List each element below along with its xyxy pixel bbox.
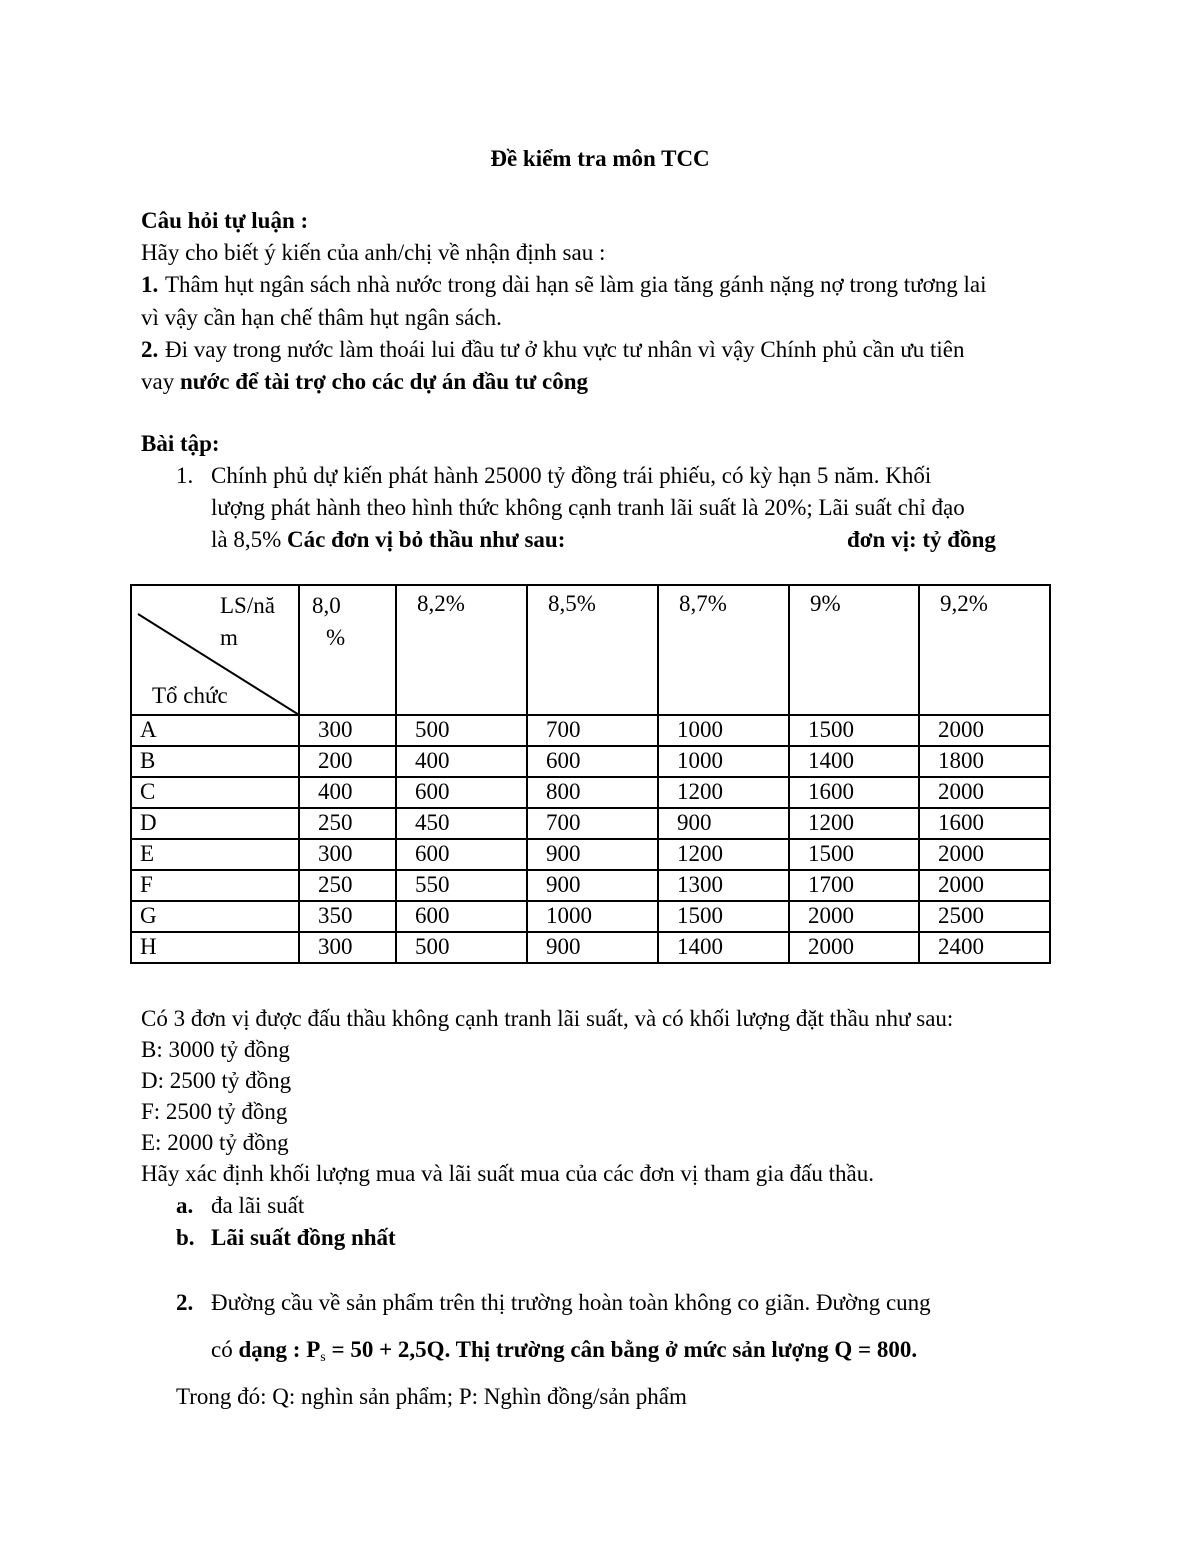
option-a-label: a. bbox=[176, 1193, 194, 1218]
rate-header-cell: 9% bbox=[789, 585, 919, 715]
bid-value-cell: 250 bbox=[299, 870, 396, 901]
rate-header-cell: 8,7% bbox=[658, 585, 789, 715]
essay-q2-line2 bbox=[141, 366, 588, 398]
essay-q2-line2-plain: vay bbox=[141, 369, 180, 394]
org-cell: D bbox=[131, 808, 299, 839]
bid-value-cell: 1600 bbox=[919, 808, 1050, 839]
noncomp-intro: Có 3 đơn vị được đấu thầu không cạnh tranh lãi suất, và có khối lượng đặt thầu như sau: bbox=[141, 1006, 954, 1031]
rate-axis-label bbox=[220, 590, 275, 654]
bid-value-cell: 1500 bbox=[789, 839, 919, 870]
bid-value-cell: 2000 bbox=[919, 839, 1050, 870]
table-row bbox=[131, 746, 1050, 777]
exercise-p1-line2: lượng phát hành theo hình thức không cạnh tranh lãi suất là 20%; Lãi suất chỉ đạo bbox=[211, 495, 965, 520]
essay-q2-line1: Đi vay trong nước làm thoái lui đầu tư ở khu vực tư nhân vì vậy Chính phủ cần ưu tiên bbox=[165, 337, 965, 362]
bid-value-cell: 1000 bbox=[527, 901, 658, 932]
unit-label: đơn vị: tỷ đồng bbox=[847, 527, 996, 552]
exercise-p1-line3-bold: Các đơn vị bỏ thầu như sau: bbox=[287, 527, 566, 552]
bid-value-cell: 1700 bbox=[789, 870, 919, 901]
bid-value-cell: 2000 bbox=[789, 901, 919, 932]
bid-value-cell: 900 bbox=[658, 808, 789, 839]
rate-header-0-line2: % bbox=[326, 625, 346, 650]
org-cell: B bbox=[131, 746, 299, 777]
table-header-row bbox=[131, 585, 1050, 715]
org-cell: A bbox=[131, 715, 299, 746]
bid-value-cell: 2000 bbox=[789, 932, 919, 963]
option-a-text: đa lãi suất bbox=[211, 1193, 305, 1218]
bid-value-cell: 600 bbox=[396, 839, 527, 870]
rate-header-cell: 8,5% bbox=[527, 585, 658, 715]
rate-header-0-line1: 8,0 bbox=[312, 593, 341, 618]
corner-header-cell bbox=[131, 585, 299, 715]
bid-value-cell: 2400 bbox=[919, 932, 1050, 963]
bid-value-cell: 2000 bbox=[919, 777, 1050, 808]
bid-value-cell: 1300 bbox=[658, 870, 789, 901]
table-row bbox=[131, 808, 1050, 839]
document-title: Đề kiểm tra môn TCC bbox=[490, 146, 710, 171]
rate-header-cell: 8,2% bbox=[396, 585, 527, 715]
bid-value-cell: 700 bbox=[527, 715, 658, 746]
bid-value-cell: 500 bbox=[396, 932, 527, 963]
org-cell: F bbox=[131, 870, 299, 901]
essay-heading: Câu hỏi tự luận : bbox=[141, 208, 309, 233]
table-row bbox=[131, 777, 1050, 808]
org-cell: G bbox=[131, 901, 299, 932]
essay-q2-line2-bold: nước để tài trợ cho các dự án đầu tư công bbox=[179, 369, 589, 394]
bid-value-cell: 450 bbox=[396, 808, 527, 839]
table-body bbox=[131, 715, 1050, 963]
bid-value-cell: 1800 bbox=[919, 746, 1050, 777]
table-row bbox=[131, 715, 1050, 746]
bid-value-cell: 2500 bbox=[919, 901, 1050, 932]
bid-value-cell: 1000 bbox=[658, 715, 789, 746]
bid-value-cell: 300 bbox=[299, 839, 396, 870]
bid-value-cell: 1400 bbox=[658, 932, 789, 963]
bid-value-cell: 500 bbox=[396, 715, 527, 746]
essay-q1-number: 1. bbox=[141, 272, 159, 297]
table-row bbox=[131, 932, 1050, 963]
bid-value-cell: 1200 bbox=[658, 777, 789, 808]
bid-value-cell: 350 bbox=[299, 901, 396, 932]
bid-value-cell: 400 bbox=[299, 777, 396, 808]
problem2-line1: Đường cầu về sản phẩm trên thị trường hoàn toàn không co giãn. Đường cung bbox=[211, 1290, 931, 1315]
problem2-line2 bbox=[211, 1334, 917, 1374]
bid-value-cell: 400 bbox=[396, 746, 527, 777]
table-row bbox=[131, 839, 1050, 870]
org-cell: E bbox=[131, 839, 299, 870]
bid-value-cell: 1600 bbox=[789, 777, 919, 808]
bid-value-cell: 900 bbox=[527, 839, 658, 870]
bid-value-cell: 2000 bbox=[919, 715, 1050, 746]
org-cell: H bbox=[131, 932, 299, 963]
table-row bbox=[131, 901, 1050, 932]
problem2-line2-subscript: s bbox=[320, 1350, 326, 1365]
problem2-line3: Trong đó: Q: nghìn sản phẩm; P: Nghìn đồng/sản phẩm bbox=[176, 1384, 687, 1409]
option-b-label: b. bbox=[176, 1225, 195, 1250]
essay-q1-line1: Thâm hụt ngân sách nhà nước trong dài hạn sẽ làm gia tăng gánh nặng nợ trong tương lai bbox=[165, 272, 987, 297]
table-row bbox=[131, 870, 1050, 901]
essay-q2-number: 2. bbox=[141, 337, 159, 362]
noncomp-item: B: 3000 tỷ đồng bbox=[141, 1037, 290, 1062]
bid-value-cell: 900 bbox=[527, 932, 658, 963]
bid-value-cell: 300 bbox=[299, 932, 396, 963]
bid-value-cell: 300 bbox=[299, 715, 396, 746]
bid-table bbox=[130, 584, 1051, 964]
bid-value-cell: 600 bbox=[396, 777, 527, 808]
bid-value-cell: 700 bbox=[527, 808, 658, 839]
rate-axis-label-line2: m bbox=[220, 625, 238, 650]
bid-value-cell: 1200 bbox=[789, 808, 919, 839]
problem2-line2-bold-b: = 50 + 2,5Q. Thị trường cân bằng ở mức sản lượng Q = 800. bbox=[325, 1337, 918, 1362]
problem2-number: 2. bbox=[176, 1290, 194, 1315]
exercise-p1-line1: Chính phủ dự kiến phát hành 25000 tỷ đồng trái phiếu, có kỳ hạn 5 năm. Khối bbox=[211, 463, 932, 488]
noncomp-item: F: 2500 tỷ đồng bbox=[141, 1099, 288, 1124]
bid-value-cell: 250 bbox=[299, 808, 396, 839]
bid-value-cell: 1500 bbox=[789, 715, 919, 746]
bid-value-cell: 1000 bbox=[658, 746, 789, 777]
problem2-line2-plain: có bbox=[211, 1337, 239, 1362]
exercise-heading: Bài tập: bbox=[141, 431, 220, 456]
rate-header-cell bbox=[299, 585, 396, 715]
org-cell: C bbox=[131, 777, 299, 808]
bid-value-cell: 900 bbox=[527, 870, 658, 901]
essay-prompt: Hãy cho biết ý kiến của anh/chị về nhận định sau : bbox=[141, 240, 606, 265]
bid-value-cell: 1400 bbox=[789, 746, 919, 777]
bid-value-cell: 2000 bbox=[919, 870, 1050, 901]
noncomp-task: Hãy xác định khối lượng mua và lãi suất mua của các đơn vị tham gia đấu thầu. bbox=[141, 1161, 874, 1186]
noncomp-item: D: 2500 tỷ đồng bbox=[141, 1068, 292, 1093]
bid-value-cell: 550 bbox=[396, 870, 527, 901]
exercise-p1-line3-plain: là 8,5% bbox=[211, 527, 288, 552]
bid-value-cell: 800 bbox=[527, 777, 658, 808]
bid-value-cell: 200 bbox=[299, 746, 396, 777]
exercise-p1-line3 bbox=[211, 524, 565, 556]
problem2-line2-bold-a: dạng : P bbox=[238, 1337, 321, 1362]
rate-axis-label-line1: LS/nă bbox=[220, 593, 275, 618]
rate-header-cell: 9,2% bbox=[919, 585, 1050, 715]
bid-value-cell: 600 bbox=[527, 746, 658, 777]
option-b-text: Lãi suất đồng nhất bbox=[211, 1225, 396, 1250]
org-axis-label: Tổ chức bbox=[152, 683, 228, 708]
exercise-p1-number: 1. bbox=[176, 463, 194, 488]
noncomp-item: E: 2000 tỷ đồng bbox=[141, 1130, 289, 1155]
bid-value-cell: 1200 bbox=[658, 839, 789, 870]
bid-value-cell: 1500 bbox=[658, 901, 789, 932]
essay-q1-line2: vì vậy cần hạn chế thâm hụt ngân sách. bbox=[141, 305, 502, 330]
bid-value-cell: 600 bbox=[396, 901, 527, 932]
